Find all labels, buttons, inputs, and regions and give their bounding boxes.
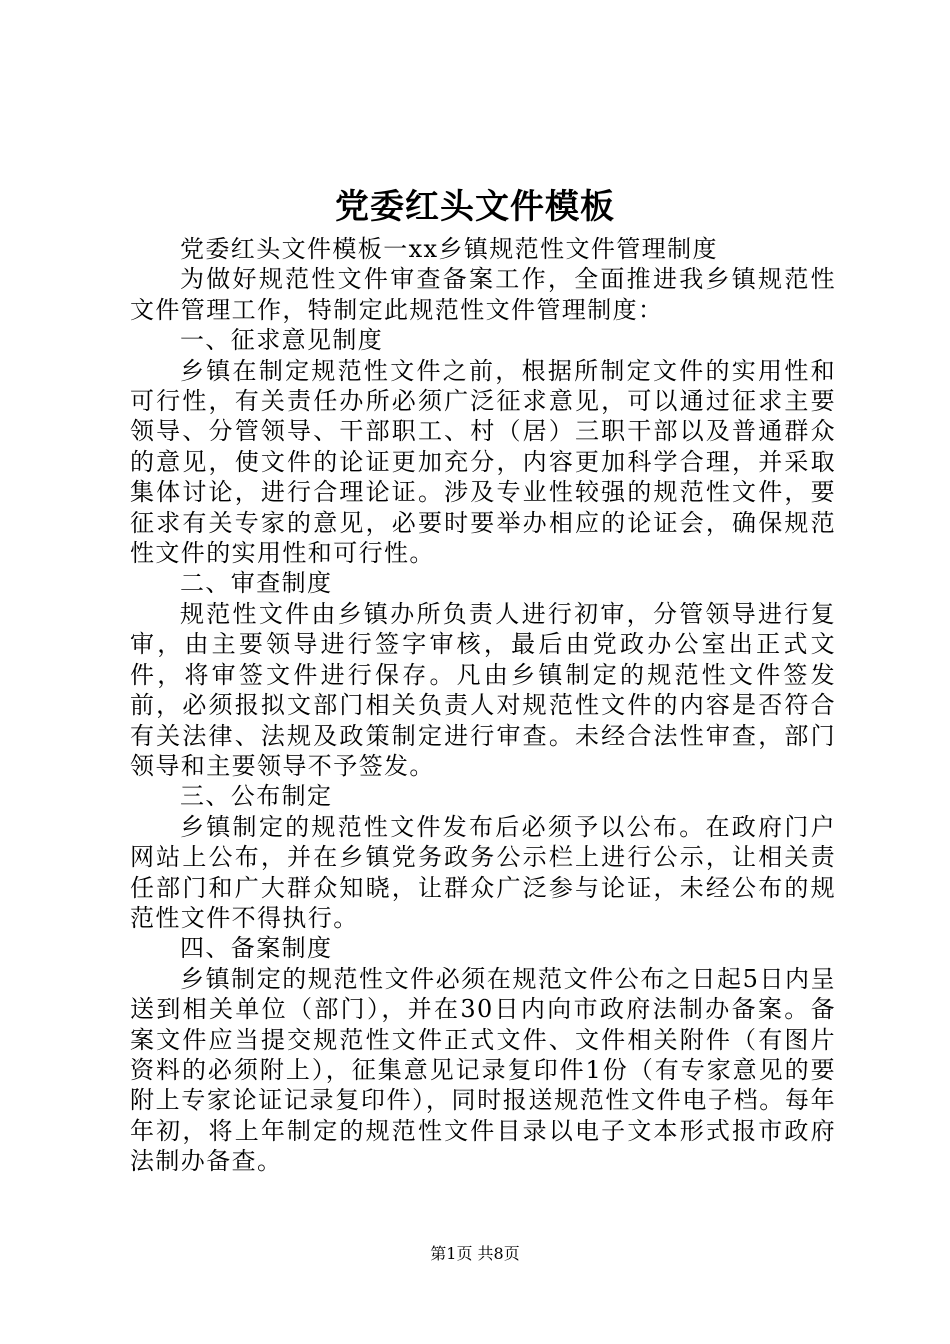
- paragraph-section-2: 规范性文件由乡镇办所负责人进行初审，分管领导进行复审，由主要领导进行签字审核，最后由党政办公室出正式文件，将审签文件进行保存。凡由乡镇制定的规范性文件签发前，必须报拟文部门相关负责人对规范性文件的内容是否符合有关法律、法规及政策制定进行审查。未经合法性审查，部门领导和主要领导不予签发。: [130, 599, 836, 780]
- paragraph-section-3: 乡镇制定的规范性文件发布后必须予以公布。在政府门户网站上公布，并在乡镇党务政务公示栏上进行公示，让相关责任部门和广大群众知晓，让群众广泛参与论证，未经公布的规范性文件不得执行。: [130, 812, 836, 932]
- section-heading-4: 四、备案制度: [180, 934, 333, 963]
- paragraph-subtitle: 党委红头文件模板一xx乡镇规范性文件管理制度: [180, 235, 718, 263]
- document-body: [130, 234, 836, 1177]
- section-heading-1: 一、征求意见制度: [180, 326, 384, 355]
- paragraph-intro: 为做好规范性文件审查备案工作，全面推进我乡镇规范性文件管理工作，特制定此规范性文件管理制度：: [130, 265, 836, 324]
- paragraph-section-4: 乡镇制定的规范性文件必须在规范文件公布之日起5日内呈送到相关单位（部门），并在30日内向市政府法制办备案。备案文件应当提交规范性文件正式文件、文件相关附件（有图片资料的必须附上），征集意见记录复印件1份（有专家意见的要附上专家论证记录复印件），同时报送规范性文件电子档。每年年初，将上年制定的规范性文件目录以电子文本形式报市政府法制办备查。: [130, 964, 836, 1176]
- section-heading-2: 二、审查制度: [180, 569, 333, 598]
- page-number-footer: 第1页 共8页: [430, 1244, 520, 1263]
- section-heading-3: 三、公布制定: [180, 782, 333, 811]
- paragraph-section-1: 乡镇在制定规范性文件之前，根据所制定文件的实用性和可行性，有关责任办所必须广泛征求意见，可以通过征求主要领导、分管领导、干部职工、村（居）三职干部以及普通群众的意见，使文件的论证更加充分，内容更加科学合理，并采取集体讨论，进行合理论证。涉及专业性较强的规范性文件，要征求有关专家的意见，必要时要举办相应的论证会，确保规范性文件的实用性和可行性。: [130, 356, 836, 568]
- document-title: 党委红头文件模板: [335, 187, 615, 227]
